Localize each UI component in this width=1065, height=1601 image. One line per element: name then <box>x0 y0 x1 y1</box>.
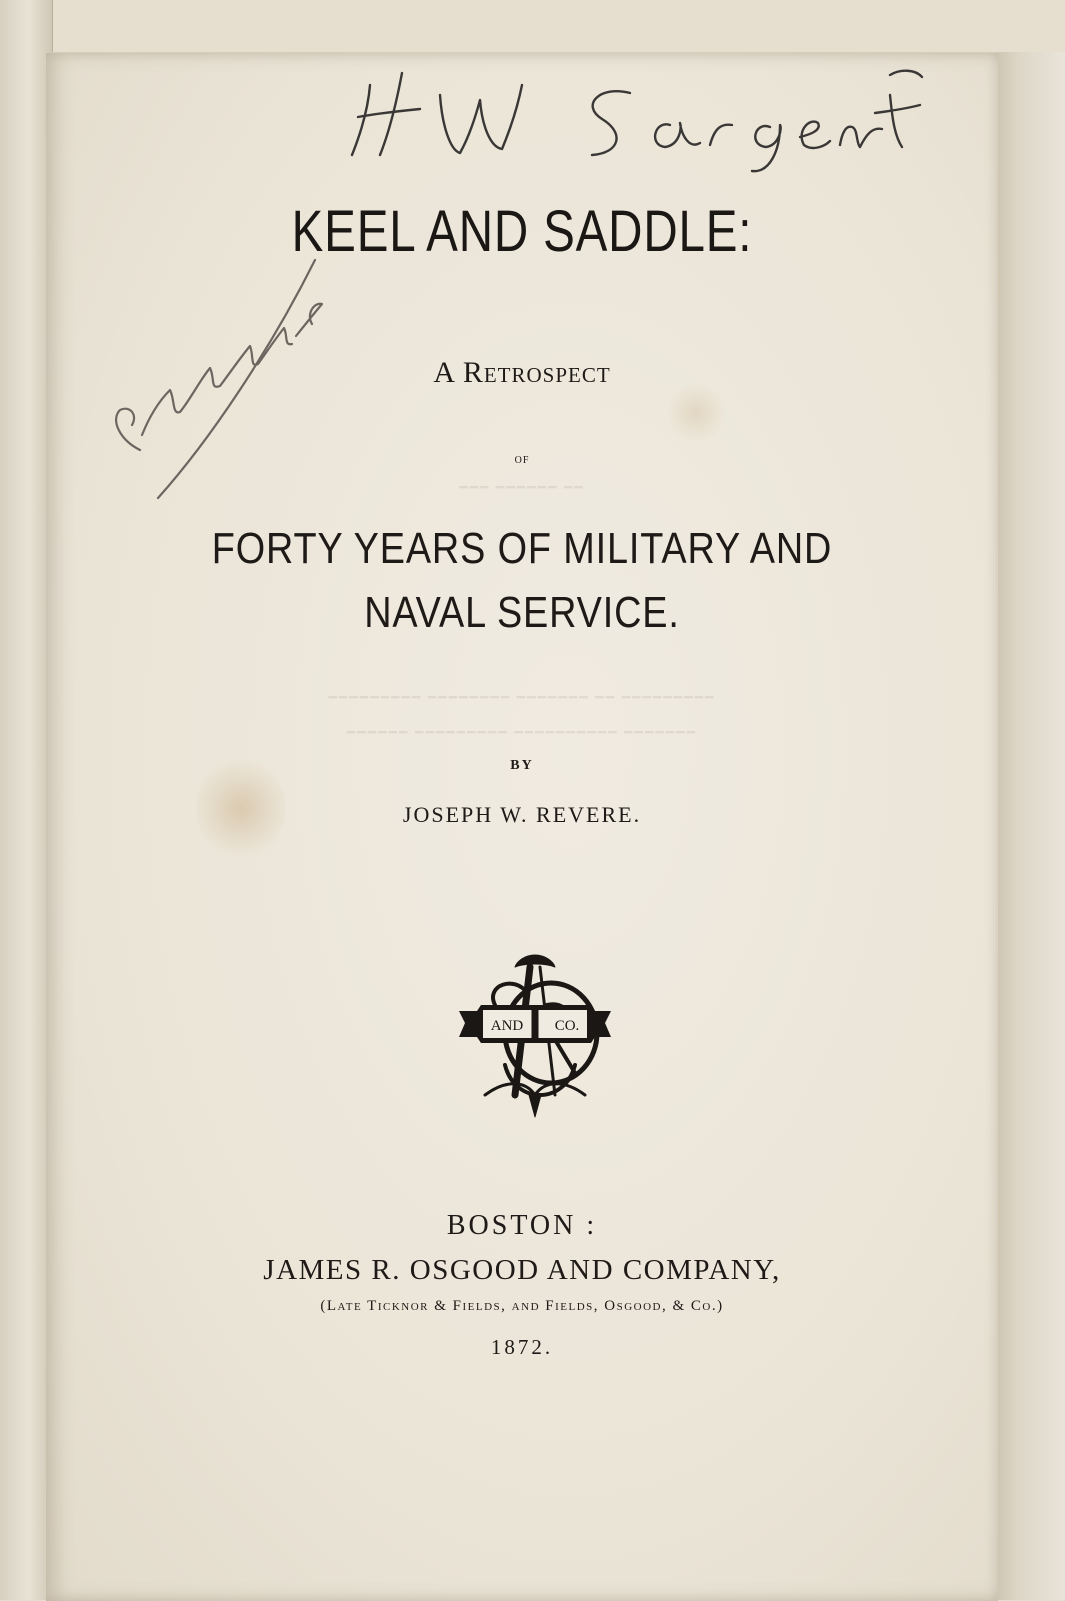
imprint-year: 1872. <box>490 1335 554 1359</box>
monogram-banner-right: CO. <box>554 1018 580 1034</box>
imprint-city: BOSTON : <box>446 1210 598 1241</box>
main-title-line-2: NAVAL SERVICE. <box>364 588 680 637</box>
subtitle-connector: OF <box>514 455 530 466</box>
monogram-banner-left: AND <box>490 1018 524 1034</box>
show-through-text: ━━━ ━━━━━━ ━━ <box>459 481 585 496</box>
imprint-publisher-note: (Late Ticknor & Fields, and Fields, Osgood, & Co.) <box>320 1298 724 1314</box>
book-title: KEEL AND SADDLE: <box>291 199 753 264</box>
signature-handwriting <box>330 55 950 175</box>
publisher-monogram-icon <box>455 945 615 1120</box>
by-label: BY <box>510 758 534 773</box>
foxing-stain <box>666 383 726 443</box>
show-through-text: ━━━━━━ ━━━━━━━━━ ━━━━━━━━━━ ━━━━━━━ <box>346 726 698 741</box>
book-subtitle: A Retrospect <box>433 356 611 389</box>
right-page-edge <box>998 52 1065 1600</box>
imprint-publisher: JAMES R. OSGOOD AND COMPANY, <box>263 1254 781 1286</box>
show-through-text: ━━━━━━━━━ ━━━━━━━━ ━━━━━━━ ━━ ━━━━━━━━━ <box>328 691 716 706</box>
main-title-line-1: FORTY YEARS OF MILITARY AND <box>211 524 833 573</box>
author-name: JOSEPH W. REVERE. <box>402 802 642 827</box>
